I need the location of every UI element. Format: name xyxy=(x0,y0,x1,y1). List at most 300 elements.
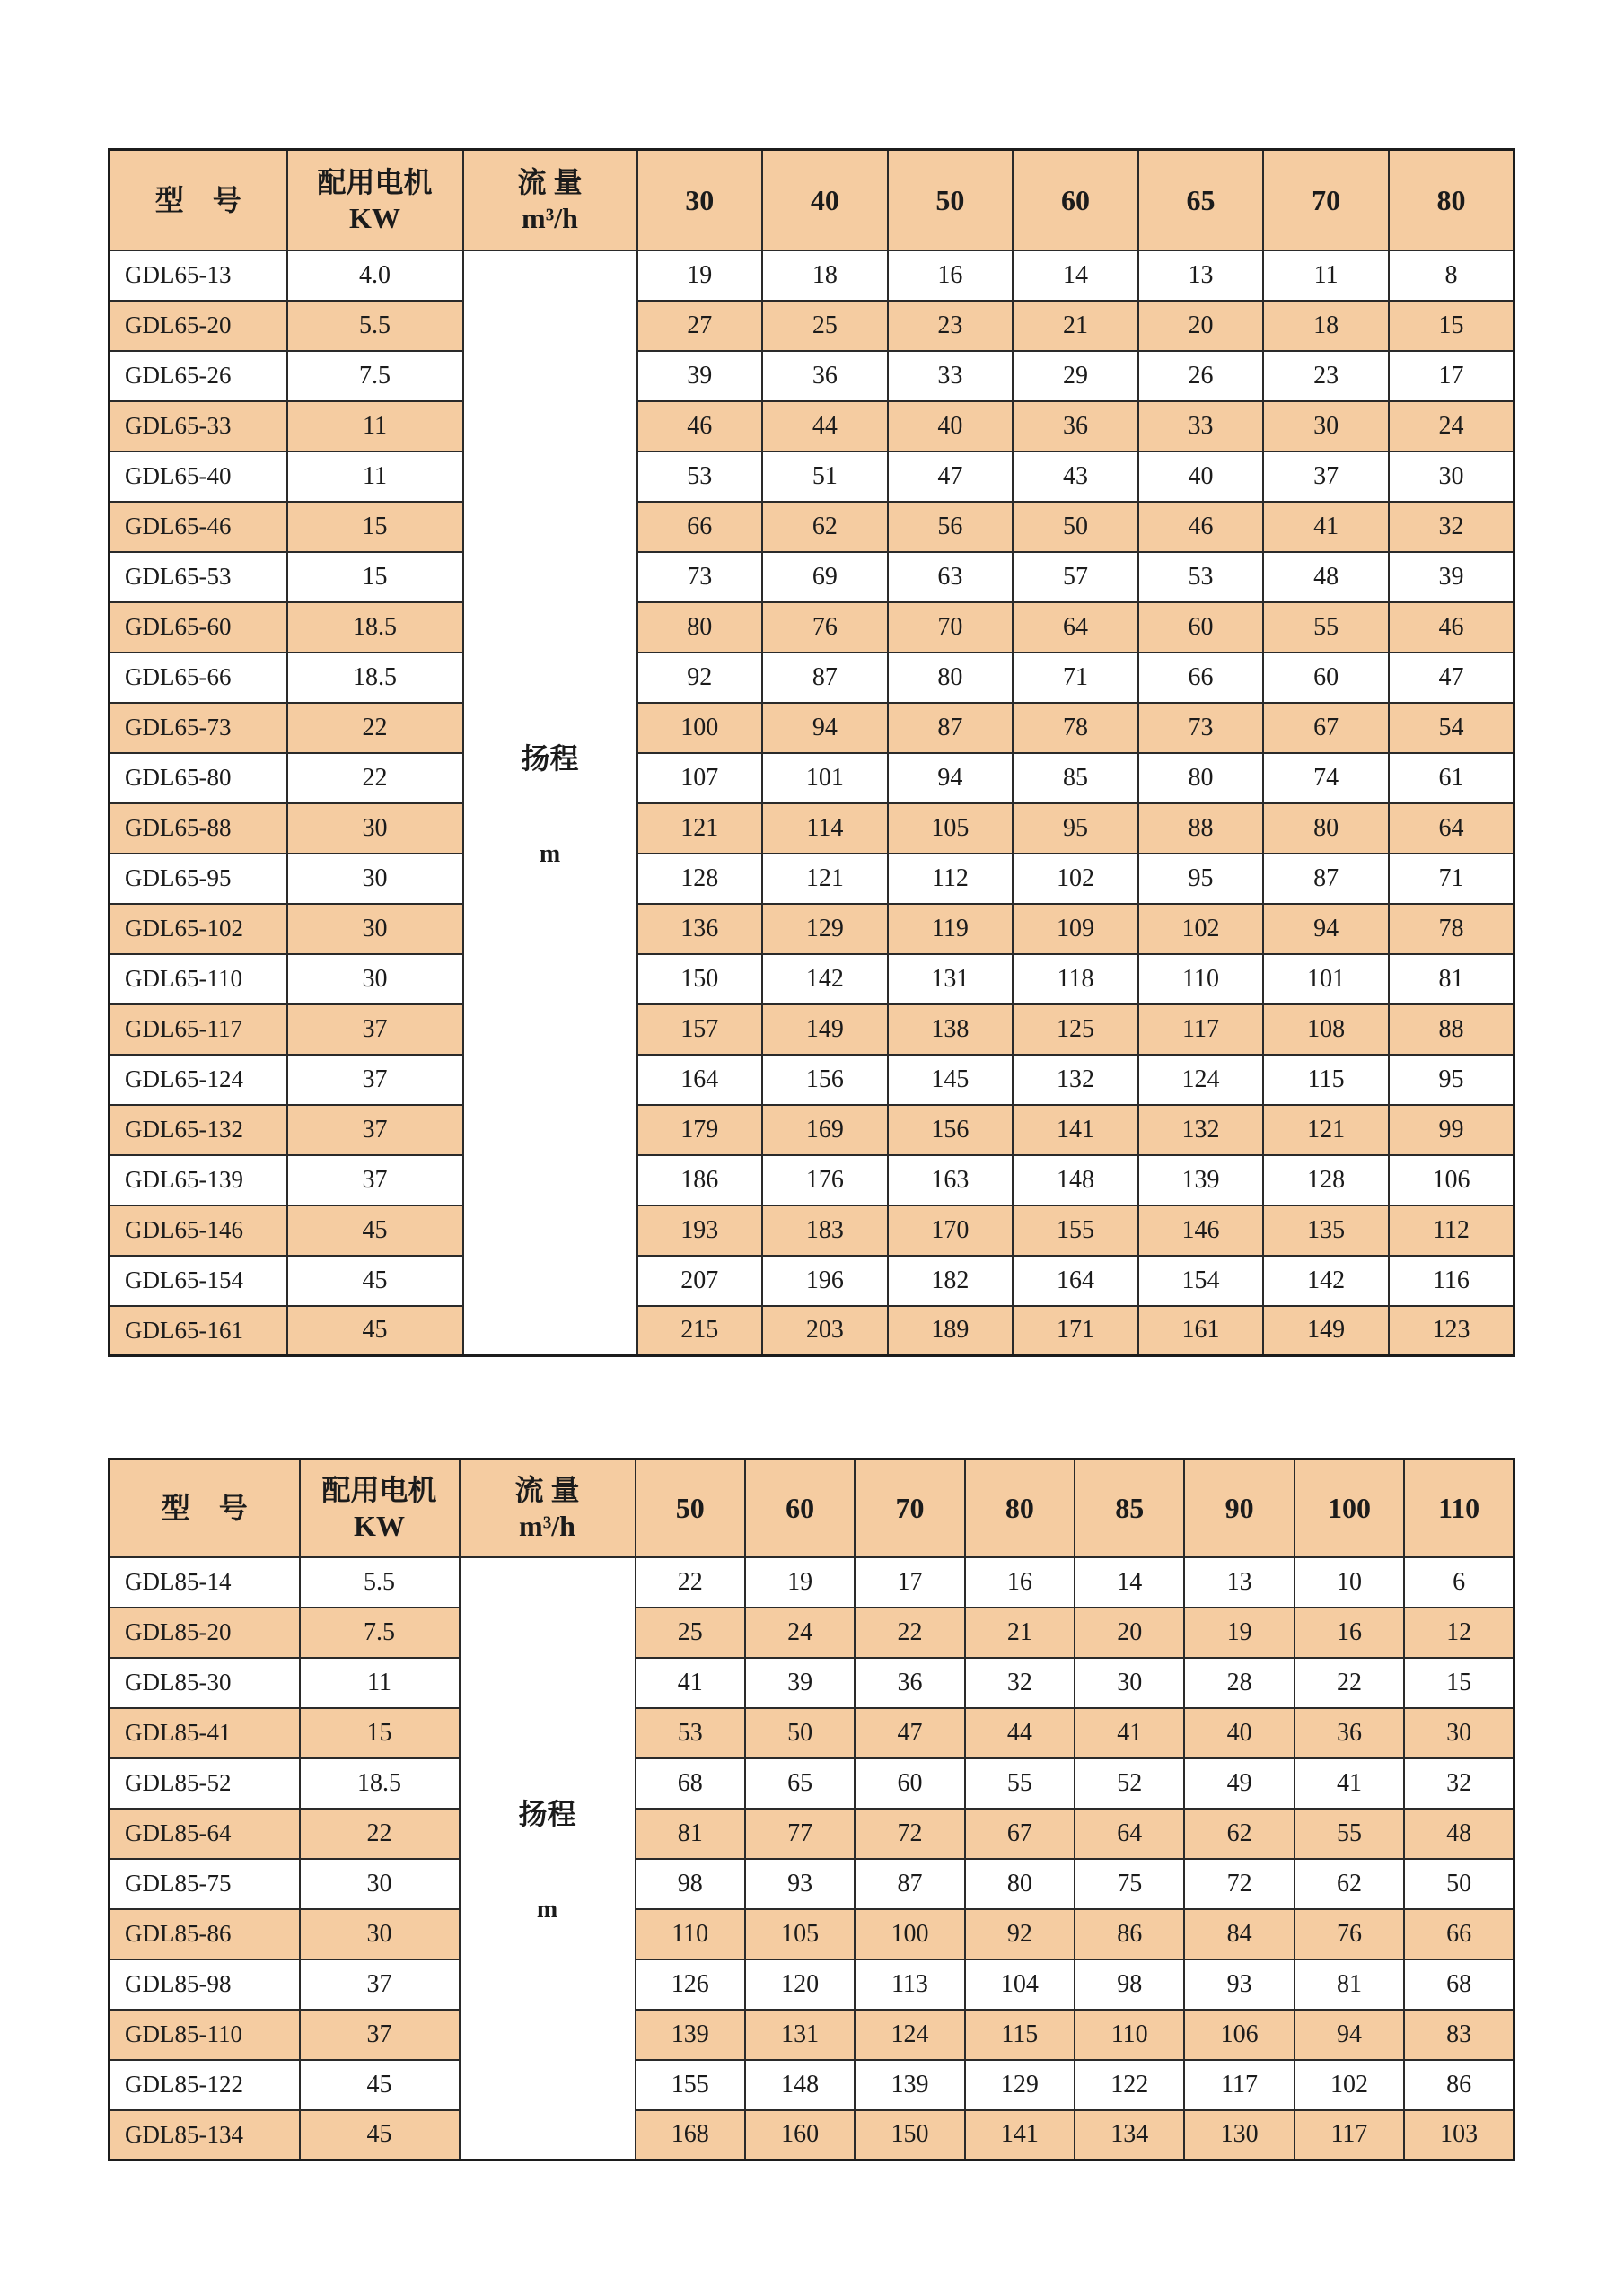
head-value-cell: 21 xyxy=(965,1608,1075,1658)
motor-kw-cell: 37 xyxy=(287,1155,463,1205)
head-value-cell: 87 xyxy=(888,703,1014,753)
head-value-cell: 16 xyxy=(1295,1608,1404,1658)
model-cell: GDL65-73 xyxy=(110,703,287,753)
head-value-cell: 20 xyxy=(1138,301,1264,351)
head-value-cell: 76 xyxy=(1295,1909,1404,1959)
motor-kw-cell: 45 xyxy=(287,1256,463,1306)
head-value-cell: 56 xyxy=(888,502,1014,552)
flow-rate-header: 80 xyxy=(1389,150,1514,250)
head-value-cell: 121 xyxy=(1263,1105,1389,1155)
head-value-cell: 30 xyxy=(1075,1658,1184,1708)
head-value-cell: 10 xyxy=(1295,1557,1404,1608)
head-value-cell: 80 xyxy=(1138,753,1264,803)
table-row xyxy=(110,2110,1514,2160)
head-value-cell: 94 xyxy=(888,753,1014,803)
head-value-cell: 164 xyxy=(637,1055,763,1105)
head-value-cell: 87 xyxy=(855,1859,964,1909)
model-cell: GDL65-80 xyxy=(110,753,287,803)
head-value-cell: 126 xyxy=(636,1959,745,2010)
head-value-cell: 83 xyxy=(1404,2010,1514,2060)
head-value-cell: 12 xyxy=(1404,1608,1514,1658)
head-value-cell: 117 xyxy=(1138,1004,1264,1055)
head-value-cell: 30 xyxy=(1389,451,1514,502)
table-row xyxy=(110,451,1514,502)
flow-column-header xyxy=(463,150,637,250)
head-value-cell: 124 xyxy=(855,2010,964,2060)
head-value-cell: 110 xyxy=(636,1909,745,1959)
model-cell: GDL65-161 xyxy=(110,1306,287,1356)
head-value-cell: 39 xyxy=(637,351,763,401)
flow-column-header xyxy=(460,1459,636,1557)
head-value-cell: 24 xyxy=(745,1608,855,1658)
head-value-cell: 32 xyxy=(1404,1758,1514,1809)
model-cell: GDL65-124 xyxy=(110,1055,287,1105)
head-value-cell: 75 xyxy=(1075,1859,1184,1909)
head-value-cell: 68 xyxy=(1404,1959,1514,2010)
head-value-cell: 24 xyxy=(1389,401,1514,451)
flow-rate-header: 40 xyxy=(762,150,888,250)
model-cell: GDL85-122 xyxy=(110,2060,300,2110)
table-row xyxy=(110,954,1514,1004)
table-row xyxy=(110,1608,1514,1658)
flow-rate-header: 70 xyxy=(855,1459,964,1557)
flow-rate-header: 110 xyxy=(1404,1459,1514,1557)
head-value-cell: 15 xyxy=(1389,301,1514,351)
head-value-cell: 109 xyxy=(1013,904,1138,954)
model-cell: GDL65-13 xyxy=(110,250,287,301)
flow-rate-header: 65 xyxy=(1138,150,1264,250)
head-value-cell: 87 xyxy=(1263,854,1389,904)
motor-header-unit: KW xyxy=(354,1510,405,1543)
lift-unit-merged-cell xyxy=(463,250,637,1356)
head-value-cell: 41 xyxy=(1295,1758,1404,1809)
head-value-cell: 134 xyxy=(1075,2110,1184,2160)
head-value-cell: 115 xyxy=(1263,1055,1389,1105)
head-value-cell: 14 xyxy=(1075,1557,1184,1608)
head-value-cell: 6 xyxy=(1404,1557,1514,1608)
head-value-cell: 41 xyxy=(1263,502,1389,552)
head-value-cell: 17 xyxy=(855,1557,964,1608)
model-cell: GDL65-117 xyxy=(110,1004,287,1055)
table-row xyxy=(110,351,1514,401)
head-value-cell: 102 xyxy=(1013,854,1138,904)
pump-table-gdl65 xyxy=(108,148,1515,1357)
head-value-cell: 182 xyxy=(888,1256,1014,1306)
head-value-cell: 112 xyxy=(1389,1205,1514,1256)
head-value-cell: 44 xyxy=(762,401,888,451)
head-value-cell: 101 xyxy=(762,753,888,803)
head-value-cell: 125 xyxy=(1013,1004,1138,1055)
motor-kw-cell: 11 xyxy=(300,1658,460,1708)
head-value-cell: 53 xyxy=(637,451,763,502)
table-header xyxy=(110,1459,1514,1557)
head-value-cell: 78 xyxy=(1389,904,1514,954)
motor-kw-cell: 7.5 xyxy=(287,351,463,401)
head-value-cell: 48 xyxy=(1404,1809,1514,1859)
head-value-cell: 50 xyxy=(1404,1859,1514,1909)
table-row xyxy=(110,904,1514,954)
motor-kw-cell: 45 xyxy=(287,1306,463,1356)
model-cell: GDL85-86 xyxy=(110,1909,300,1959)
head-value-cell: 67 xyxy=(965,1809,1075,1859)
head-value-cell: 22 xyxy=(1295,1658,1404,1708)
head-value-cell: 115 xyxy=(965,2010,1075,2060)
head-value-cell: 66 xyxy=(637,502,763,552)
head-value-cell: 81 xyxy=(1389,954,1514,1004)
head-value-cell: 73 xyxy=(637,552,763,602)
flow-rate-header: 30 xyxy=(637,150,763,250)
head-value-cell: 141 xyxy=(965,2110,1075,2160)
table-row xyxy=(110,401,1514,451)
head-value-cell: 106 xyxy=(1184,2010,1294,2060)
lift-unit-label xyxy=(461,1792,635,1924)
head-value-cell: 129 xyxy=(762,904,888,954)
head-value-cell: 60 xyxy=(1263,653,1389,703)
head-value-cell: 157 xyxy=(637,1004,763,1055)
head-value-cell: 139 xyxy=(855,2060,964,2110)
head-value-cell: 36 xyxy=(1013,401,1138,451)
head-value-cell: 51 xyxy=(762,451,888,502)
head-value-cell: 123 xyxy=(1389,1306,1514,1356)
head-value-cell: 16 xyxy=(965,1557,1075,1608)
head-value-cell: 70 xyxy=(888,602,1014,653)
head-value-cell: 98 xyxy=(1075,1959,1184,2010)
motor-column-header xyxy=(300,1459,460,1557)
head-value-cell: 163 xyxy=(888,1155,1014,1205)
head-value-cell: 196 xyxy=(762,1256,888,1306)
head-value-cell: 132 xyxy=(1013,1055,1138,1105)
head-value-cell: 94 xyxy=(1295,2010,1404,2060)
flow-rate-header: 100 xyxy=(1295,1459,1404,1557)
model-cell: GDL65-146 xyxy=(110,1205,287,1256)
flow-header-label: 流 量 xyxy=(514,1474,580,1507)
head-value-cell: 160 xyxy=(745,2110,855,2160)
head-value-cell: 95 xyxy=(1013,803,1138,854)
head-value-cell: 60 xyxy=(1138,602,1264,653)
head-value-cell: 68 xyxy=(636,1758,745,1809)
head-value-cell: 17 xyxy=(1389,351,1514,401)
head-value-cell: 41 xyxy=(636,1658,745,1708)
head-value-cell: 149 xyxy=(762,1004,888,1055)
motor-kw-cell: 45 xyxy=(300,2110,460,2160)
table-row xyxy=(110,502,1514,552)
head-value-cell: 50 xyxy=(745,1708,855,1758)
head-value-cell: 46 xyxy=(1138,502,1264,552)
flow-rate-header: 50 xyxy=(636,1459,745,1557)
head-value-cell: 18 xyxy=(762,250,888,301)
motor-kw-cell: 22 xyxy=(287,753,463,803)
head-value-cell: 37 xyxy=(1263,451,1389,502)
head-value-cell: 104 xyxy=(965,1959,1075,2010)
head-value-cell: 148 xyxy=(745,2060,855,2110)
head-value-cell: 48 xyxy=(1263,552,1389,602)
head-value-cell: 93 xyxy=(745,1859,855,1909)
head-value-cell: 27 xyxy=(637,301,763,351)
table-row xyxy=(110,1557,1514,1608)
pump-table-gdl85 xyxy=(108,1458,1515,2161)
head-value-cell: 114 xyxy=(762,803,888,854)
table-row xyxy=(110,602,1514,653)
motor-kw-cell: 45 xyxy=(287,1205,463,1256)
head-value-cell: 100 xyxy=(855,1909,964,1959)
head-value-cell: 47 xyxy=(1389,653,1514,703)
flow-header-label: 流 量 xyxy=(517,165,583,198)
head-value-cell: 121 xyxy=(637,803,763,854)
head-value-cell: 128 xyxy=(637,854,763,904)
model-cell: GDL65-88 xyxy=(110,803,287,854)
motor-kw-cell: 4.0 xyxy=(287,250,463,301)
head-value-cell: 20 xyxy=(1075,1608,1184,1658)
head-value-cell: 103 xyxy=(1404,2110,1514,2160)
head-value-cell: 55 xyxy=(1263,602,1389,653)
model-cell: GDL65-66 xyxy=(110,653,287,703)
head-value-cell: 99 xyxy=(1389,1105,1514,1155)
flow-rate-header: 90 xyxy=(1184,1459,1294,1557)
head-value-cell: 132 xyxy=(1138,1105,1264,1155)
head-value-cell: 40 xyxy=(1138,451,1264,502)
head-value-cell: 32 xyxy=(1389,502,1514,552)
head-value-cell: 81 xyxy=(1295,1959,1404,2010)
head-value-cell: 19 xyxy=(745,1557,855,1608)
model-cell: GDL85-64 xyxy=(110,1809,300,1859)
head-value-cell: 33 xyxy=(888,351,1014,401)
head-value-cell: 135 xyxy=(1263,1205,1389,1256)
flow-rate-header: 50 xyxy=(888,150,1014,250)
table-row xyxy=(110,703,1514,753)
table-row xyxy=(110,2060,1514,2110)
head-value-cell: 116 xyxy=(1389,1256,1514,1306)
lift-label: 扬程 xyxy=(518,1798,576,1831)
table-row xyxy=(110,301,1514,351)
motor-kw-cell: 11 xyxy=(287,451,463,502)
head-value-cell: 88 xyxy=(1389,1004,1514,1055)
head-value-cell: 80 xyxy=(888,653,1014,703)
head-value-cell: 155 xyxy=(1013,1205,1138,1256)
head-value-cell: 117 xyxy=(1184,2060,1294,2110)
head-value-cell: 62 xyxy=(1184,1809,1294,1859)
motor-kw-cell: 15 xyxy=(287,502,463,552)
model-cell: GDL85-20 xyxy=(110,1608,300,1658)
head-value-cell: 77 xyxy=(745,1809,855,1859)
head-value-cell: 32 xyxy=(965,1658,1075,1708)
motor-kw-cell: 22 xyxy=(300,1809,460,1859)
model-cell: GDL65-20 xyxy=(110,301,287,351)
model-cell: GDL65-110 xyxy=(110,954,287,1004)
head-value-cell: 78 xyxy=(1013,703,1138,753)
head-value-cell: 136 xyxy=(637,904,763,954)
head-value-cell: 121 xyxy=(762,854,888,904)
header-row xyxy=(110,150,1514,250)
table-row xyxy=(110,1909,1514,1959)
motor-header-label: 配用电机 xyxy=(317,165,433,198)
head-value-cell: 22 xyxy=(855,1608,964,1658)
table-row xyxy=(110,1658,1514,1708)
head-value-cell: 23 xyxy=(1263,351,1389,401)
head-value-cell: 102 xyxy=(1138,904,1264,954)
table-row xyxy=(110,2010,1514,2060)
head-value-cell: 124 xyxy=(1138,1055,1264,1105)
head-value-cell: 40 xyxy=(888,401,1014,451)
motor-kw-cell: 18.5 xyxy=(287,653,463,703)
head-value-cell: 128 xyxy=(1263,1155,1389,1205)
head-value-cell: 15 xyxy=(1404,1658,1514,1708)
head-value-cell: 86 xyxy=(1404,2060,1514,2110)
head-value-cell: 179 xyxy=(637,1105,763,1155)
flow-rate-header: 85 xyxy=(1075,1459,1184,1557)
head-value-cell: 105 xyxy=(745,1909,855,1959)
table-row xyxy=(110,1004,1514,1055)
table-row xyxy=(110,653,1514,703)
head-value-cell: 80 xyxy=(965,1859,1075,1909)
lift-unit: m xyxy=(539,840,561,869)
motor-kw-cell: 37 xyxy=(300,1959,460,2010)
motor-kw-cell: 15 xyxy=(287,552,463,602)
motor-kw-cell: 30 xyxy=(287,854,463,904)
model-cell: GDL65-132 xyxy=(110,1105,287,1155)
head-value-cell: 23 xyxy=(888,301,1014,351)
model-cell: GDL65-40 xyxy=(110,451,287,502)
head-value-cell: 98 xyxy=(636,1859,745,1909)
head-value-cell: 118 xyxy=(1013,954,1138,1004)
model-cell: GDL65-102 xyxy=(110,904,287,954)
head-value-cell: 112 xyxy=(888,854,1014,904)
head-value-cell: 186 xyxy=(637,1155,763,1205)
flow-rate-header: 80 xyxy=(965,1459,1075,1557)
motor-kw-cell: 37 xyxy=(300,2010,460,2060)
head-value-cell: 161 xyxy=(1138,1306,1264,1356)
head-value-cell: 62 xyxy=(762,502,888,552)
head-value-cell: 94 xyxy=(762,703,888,753)
head-value-cell: 36 xyxy=(1295,1708,1404,1758)
model-cell: GDL65-33 xyxy=(110,401,287,451)
head-value-cell: 19 xyxy=(1184,1608,1294,1658)
head-value-cell: 106 xyxy=(1389,1155,1514,1205)
table-row xyxy=(110,552,1514,602)
head-value-cell: 93 xyxy=(1184,1959,1294,2010)
table-row xyxy=(110,1758,1514,1809)
head-value-cell: 138 xyxy=(888,1004,1014,1055)
head-value-cell: 25 xyxy=(762,301,888,351)
motor-kw-cell: 11 xyxy=(287,401,463,451)
head-value-cell: 170 xyxy=(888,1205,1014,1256)
lift-unit-merged-cell xyxy=(460,1557,636,2160)
head-value-cell: 92 xyxy=(637,653,763,703)
head-value-cell: 119 xyxy=(888,904,1014,954)
table-row xyxy=(110,803,1514,854)
head-value-cell: 203 xyxy=(762,1306,888,1356)
table-body xyxy=(110,250,1514,1356)
table-row xyxy=(110,854,1514,904)
head-value-cell: 164 xyxy=(1013,1256,1138,1306)
head-value-cell: 62 xyxy=(1295,1859,1404,1909)
head-value-cell: 72 xyxy=(1184,1859,1294,1909)
lift-unit: m xyxy=(536,1896,558,1924)
head-value-cell: 81 xyxy=(636,1809,745,1859)
head-value-cell: 148 xyxy=(1013,1155,1138,1205)
head-value-cell: 64 xyxy=(1389,803,1514,854)
model-column-header: 型 号 xyxy=(110,1459,300,1557)
head-value-cell: 102 xyxy=(1295,2060,1404,2110)
head-value-cell: 46 xyxy=(637,401,763,451)
head-value-cell: 176 xyxy=(762,1155,888,1205)
model-cell: GDL85-52 xyxy=(110,1758,300,1809)
head-value-cell: 76 xyxy=(762,602,888,653)
model-cell: GDL85-14 xyxy=(110,1557,300,1608)
head-value-cell: 95 xyxy=(1138,854,1264,904)
motor-kw-cell: 22 xyxy=(287,703,463,753)
table-row xyxy=(110,1105,1514,1155)
lift-label: 扬程 xyxy=(521,742,579,776)
head-value-cell: 63 xyxy=(888,552,1014,602)
head-value-cell: 30 xyxy=(1404,1708,1514,1758)
head-value-cell: 84 xyxy=(1184,1909,1294,1959)
table-row xyxy=(110,1055,1514,1105)
model-cell: GDL85-134 xyxy=(110,2110,300,2160)
head-value-cell: 80 xyxy=(637,602,763,653)
head-value-cell: 95 xyxy=(1389,1055,1514,1105)
motor-kw-cell: 30 xyxy=(300,1859,460,1909)
head-value-cell: 156 xyxy=(888,1105,1014,1155)
head-value-cell: 13 xyxy=(1138,250,1264,301)
head-value-cell: 100 xyxy=(637,703,763,753)
model-cell: GDL65-26 xyxy=(110,351,287,401)
head-value-cell: 49 xyxy=(1184,1758,1294,1809)
flow-rate-header: 70 xyxy=(1263,150,1389,250)
head-value-cell: 86 xyxy=(1075,1909,1184,1959)
head-value-cell: 29 xyxy=(1013,351,1138,401)
head-value-cell: 71 xyxy=(1389,854,1514,904)
head-value-cell: 145 xyxy=(888,1055,1014,1105)
head-value-cell: 69 xyxy=(762,552,888,602)
table-row xyxy=(110,1859,1514,1909)
head-value-cell: 46 xyxy=(1389,602,1514,653)
head-value-cell: 66 xyxy=(1138,653,1264,703)
table-row xyxy=(110,1306,1514,1356)
head-value-cell: 50 xyxy=(1013,502,1138,552)
model-cell: GDL85-30 xyxy=(110,1658,300,1708)
head-value-cell: 60 xyxy=(855,1758,964,1809)
head-value-cell: 92 xyxy=(965,1909,1075,1959)
motor-header-label: 配用电机 xyxy=(321,1474,437,1507)
head-value-cell: 64 xyxy=(1013,602,1138,653)
motor-kw-cell: 30 xyxy=(287,904,463,954)
head-value-cell: 130 xyxy=(1184,2110,1294,2160)
head-value-cell: 18 xyxy=(1263,301,1389,351)
head-value-cell: 142 xyxy=(1263,1256,1389,1306)
head-value-cell: 108 xyxy=(1263,1004,1389,1055)
motor-kw-cell: 37 xyxy=(287,1004,463,1055)
motor-header-unit: KW xyxy=(349,201,400,234)
head-value-cell: 168 xyxy=(636,2110,745,2160)
head-value-cell: 122 xyxy=(1075,2060,1184,2110)
head-value-cell: 55 xyxy=(1295,1809,1404,1859)
head-value-cell: 141 xyxy=(1013,1105,1138,1155)
flow-rate-header: 60 xyxy=(745,1459,855,1557)
head-value-cell: 25 xyxy=(636,1608,745,1658)
head-value-cell: 169 xyxy=(762,1105,888,1155)
head-value-cell: 33 xyxy=(1138,401,1264,451)
head-value-cell: 28 xyxy=(1184,1658,1294,1708)
table-row xyxy=(110,753,1514,803)
head-value-cell: 39 xyxy=(745,1658,855,1708)
head-value-cell: 40 xyxy=(1184,1708,1294,1758)
model-cell: GDL65-46 xyxy=(110,502,287,552)
head-value-cell: 193 xyxy=(637,1205,763,1256)
head-value-cell: 105 xyxy=(888,803,1014,854)
model-cell: GDL85-41 xyxy=(110,1708,300,1758)
head-value-cell: 87 xyxy=(762,653,888,703)
motor-kw-cell: 45 xyxy=(300,2060,460,2110)
